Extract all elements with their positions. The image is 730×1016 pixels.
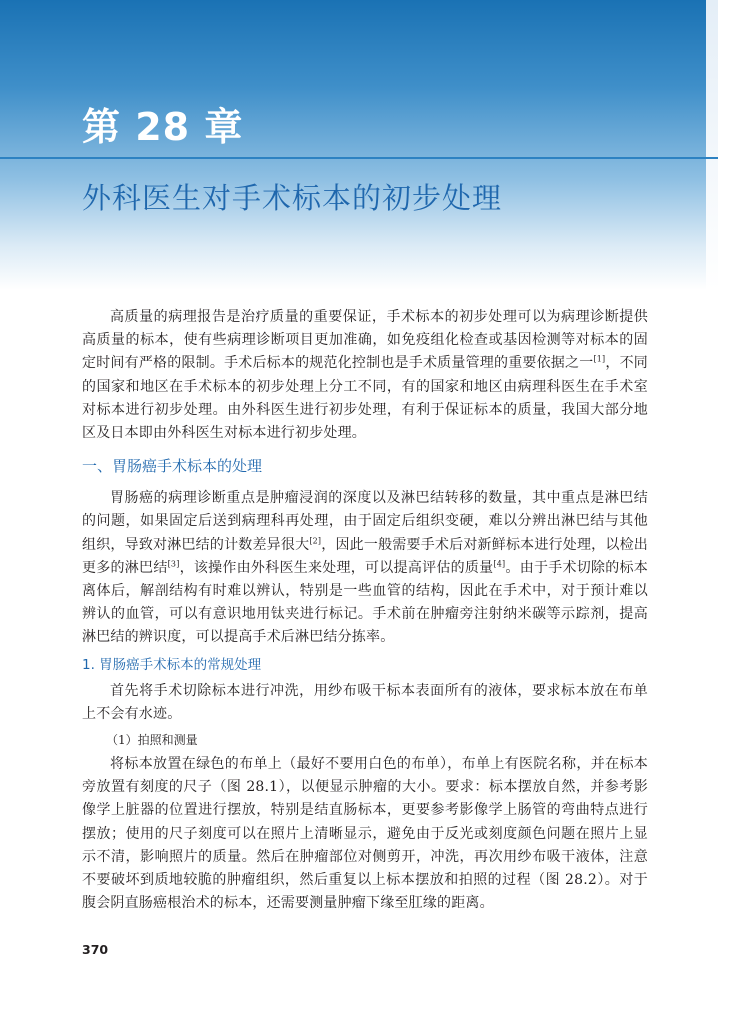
section-1-paragraph: [82, 487, 648, 649]
citation-2: [2]: [309, 535, 322, 545]
citation-3: [3]: [167, 559, 180, 569]
intro-paragraph: [82, 306, 648, 445]
section-heading-1: 一、胃肠癌手术标本的处理: [82, 457, 263, 476]
chapter-header-band: [0, 0, 718, 290]
citation-1: [1]: [593, 354, 606, 364]
header-divider: [0, 157, 718, 159]
section-1-text-4: 。由于手术切除的标本离体后，解剖结构有时难以辨认，特别是一些血管的结构，因此在手术中，对于预计难以辨认的血管，可以有意识地用钛夹进行标记。手术前在肿瘤旁注射纳米碳等示踪剂，提高淋巴结的辨识度，可以提高手术后淋巴结分拣率。: [82, 559, 649, 646]
page-number: 370: [82, 942, 109, 957]
chapter-title: 外科医生对手术标本的初步处理: [82, 181, 503, 215]
section-1-text-1: 胃肠癌的病理诊断重点是肿瘤浸润的深度以及淋巴结转移的数量，其中重点是淋巴结的问题，如果固定后送到病理科再处理，由于固定后组织变硬，难以分辨出淋巴结与其他组织，导致对淋巴结的计数差异很大: [82, 490, 648, 553]
subsection-1-1-paragraph: 将标本放置在绿色的布单上（最好不要用白色的布单），布单上有医院名称，并在标本旁放置有刻度的尺子（图 28.1），以便显示肿瘤的大小。要求：标本摆放自然，并参考影像学上脏器的位置进行摆放，特别是结直肠标本，更要参考影像学上肠管的弯曲特点进行摆放；使用的尺子刻度可以在照片上清晰显示，避免由于反光或刻度颜色问题在照片上显示不清，影响照片的质量。然后在肿瘤部位对侧剪开，冲洗，再次用纱布吸干液体，注意不要破坏到质地较脆的肿瘤组织，然后重复以上标本摆放和拍照的过程（图 28.2）。对于腹会阴直肠癌根治术的标本，还需要测量肿瘤下缘至肛缘的距离。: [82, 756, 648, 912]
subsection-heading-1-1: （1）拍照和测量: [106, 733, 198, 748]
header-side-stripe: [706, 0, 718, 290]
chapter-number: 第 28 章: [82, 105, 244, 149]
section-1-text-2: ，因此一般需要手术后对新鲜标本进行处理，以检出更多的淋巴结: [82, 536, 648, 576]
subsection-heading-1: 1. 胃肠癌手术标本的常规处理: [82, 656, 262, 673]
intro-text-1: 高质量的病理报告是治疗质量的重要保证，手术标本的初步处理可以为病理诊断提供高质量的标本，使有些病理诊断项目更加准确，如免疫组化检查或基因检测等对标本的固定时间有严格的限制。手术后标本的规范化控制也是手术质量管理的重要依据之一: [82, 309, 648, 372]
citation-4: [4]: [493, 559, 506, 569]
section-1-text-3: ，该操作由外科医生来处理，可以提高评估的质量: [179, 559, 494, 576]
page-body: [82, 306, 648, 915]
intro-text-2: ，不同的国家和地区在手术标本的初步处理上分工不同，有的国家和地区由病理科医生在手术室对标本进行初步处理。由外科医生进行初步处理，有利于保证标本的质量，我国大部分地区及日本即由外科医生对标本进行初步处理。: [82, 355, 648, 442]
subsection-1-paragraph: 首先将手术切除标本进行冲洗，用纱布吸干标本表面所有的液体，要求标本放在布单上不会有水迹。: [82, 682, 648, 722]
